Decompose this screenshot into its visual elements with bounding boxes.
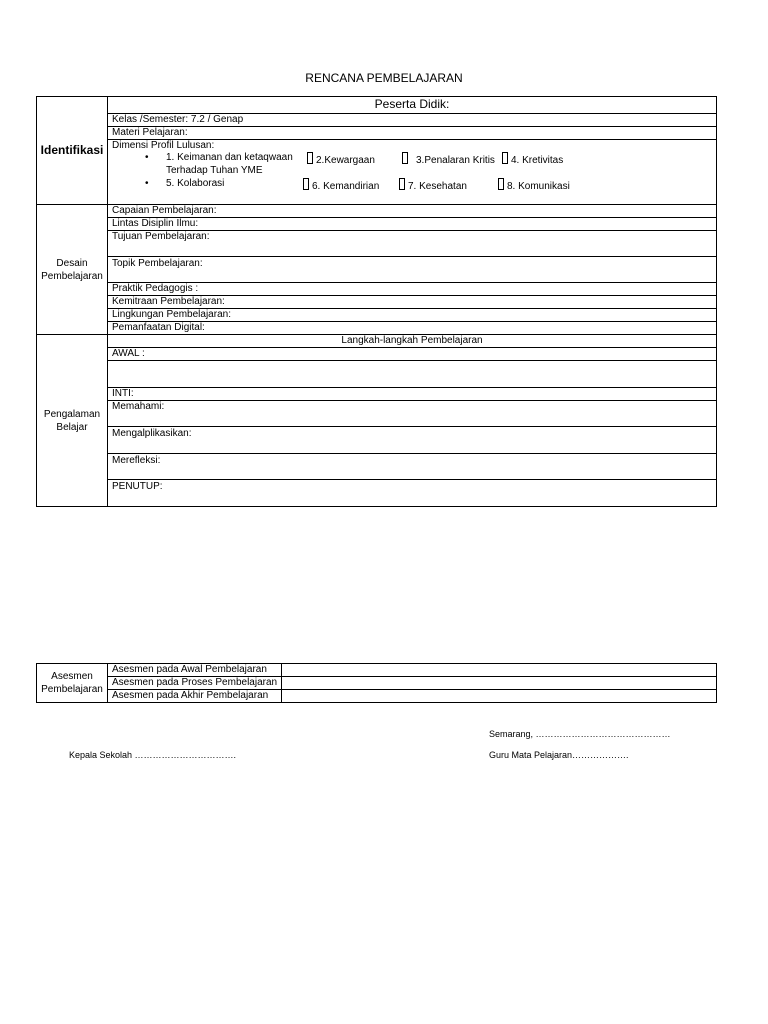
kelas-semester: Kelas /Semester: 7.2 / Genap (108, 114, 717, 127)
desain-row: Kemitraan Pembelajaran: (108, 296, 717, 309)
penutup-row: PENUTUP: (108, 480, 717, 507)
langkah-header: Langkah-langkah Pembelajaran (108, 335, 717, 348)
bullet-icon: • (145, 152, 149, 163)
plan-table (36, 96, 717, 507)
document-title: RENCANA PEMBELAJARAN (305, 71, 463, 85)
dimensi-row-2 (112, 178, 712, 191)
asesmen-proses-label: Asesmen pada Proses Pembelajaran (108, 677, 282, 690)
awal-space (108, 361, 717, 388)
asesmen-awal-label: Asesmen pada Awal Pembelajaran (108, 664, 282, 677)
desain-row: Tujuan Pembelajaran: (108, 231, 717, 257)
signature-kepala-sekolah: Kepala Sekolah ……………………………. (69, 750, 237, 760)
bullet-icon: • (145, 178, 149, 189)
asesmen-table (36, 663, 717, 703)
awal-row: AWAL : (108, 348, 717, 361)
section-identifikasi: Identifikasi (37, 97, 108, 205)
desain-row: Topik Pembelajaran: (108, 257, 717, 283)
checkbox-icon[interactable] (402, 152, 408, 164)
checkbox-icon[interactable] (307, 152, 313, 164)
desain-row: Lintas Disiplin Ilmu: (108, 218, 717, 231)
dimensi-row-1 (112, 152, 712, 165)
dimensi-profil-cell (108, 140, 717, 205)
dimensi-item-1: 1. Keimanan dan ketaqwaan (166, 152, 293, 163)
checkbox-icon[interactable] (303, 178, 309, 190)
checkbox-icon[interactable] (498, 178, 504, 190)
dimensi-item-4: 4. Kretivitas (502, 152, 563, 167)
dimensi-item-8: 8. Komunikasi (498, 178, 570, 193)
dimensi-item-6: 6. Kemandirian (303, 178, 379, 193)
desain-row: Capaian Pembelajaran: (108, 205, 717, 218)
dimensi-item-7: 7. Kesehatan (399, 178, 467, 193)
desain-row: Lingkungan Pembelajaran: (108, 309, 717, 322)
desain-row: Pemanfaatan Digital: (108, 322, 717, 335)
signature-place: Semarang, ……………………………………… (489, 729, 671, 739)
peserta-didik-header: Peserta Didik: (108, 97, 717, 114)
signature-guru: Guru Mata Pelajaran………………. (489, 750, 629, 760)
materi-pelajaran: Materi Pelajaran: (108, 127, 717, 140)
dimensi-row-1b (112, 165, 712, 178)
mengaplikasikan-row: Mengalplikasikan: (108, 427, 717, 454)
dimensi-item-1-cont: Terhadap Tuhan YME (166, 165, 263, 176)
asesmen-akhir-value (282, 690, 717, 703)
dimensi-label: Dimensi Profil Lulusan: (112, 140, 215, 151)
asesmen-awal-value (282, 664, 717, 677)
asesmen-akhir-label: Asesmen pada Akhir Pembelajaran (108, 690, 282, 703)
checkbox-icon[interactable] (502, 152, 508, 164)
memahami-row: Memahami: (108, 401, 717, 427)
section-asesmen: Asesmen Pembelajaran (37, 664, 108, 703)
desain-row: Praktik Pedagogis : (108, 283, 717, 296)
section-desain: Desain Pembelajaran (37, 205, 108, 335)
inti-row: INTI: (108, 388, 717, 401)
merefleksi-row: Merefleksi: (108, 454, 717, 480)
asesmen-proses-value (282, 677, 717, 690)
checkbox-icon[interactable] (399, 178, 405, 190)
section-pengalaman: Pengalaman Belajar (37, 335, 108, 507)
dimensi-item-3: 3.Penalaran Kritis (402, 152, 495, 167)
dimensi-item-5: 5. Kolaborasi (166, 178, 225, 189)
dimensi-item-2: 2.Kewargaan (307, 152, 375, 167)
